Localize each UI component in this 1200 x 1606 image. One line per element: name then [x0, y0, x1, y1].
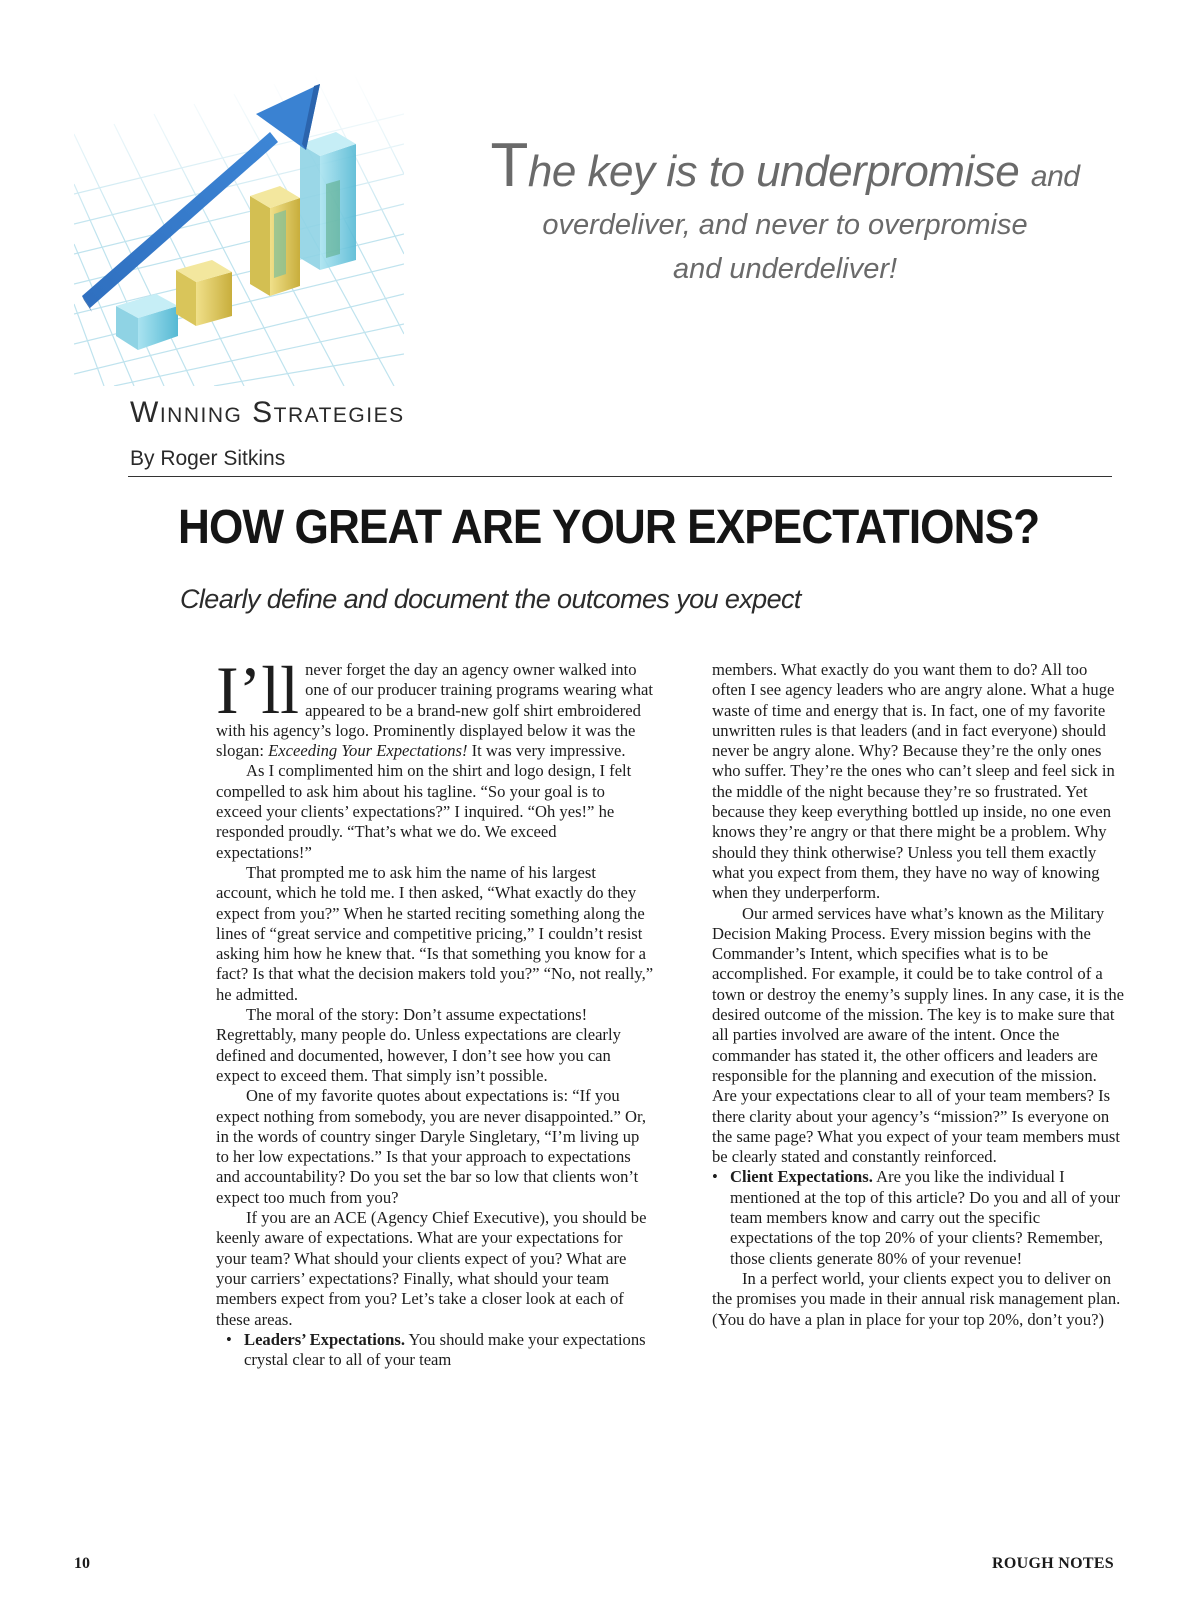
- paragraph-2: As I complimented him on the shirt and logo design, I felt compelled to ask him about his tagline. “So your goal is to exceed your clients’ expectations?” I inquired. “Oh yes!” he responded proudly. “That’s what we do. We exceed expectations!”: [216, 761, 632, 862]
- bar-3: [250, 186, 300, 296]
- page-number: 10: [74, 1555, 90, 1572]
- paragraph-1-text: never forget the day an agency owner walked into one of our producer training programs wearing what appeared to be a brand-new golf shirt embroidered with his agency’s logo. Prominently displayed below it was the slogan:: [216, 660, 653, 761]
- paragraph-r4: In a perfect world, your clients expect you to deliver on the promises you made in their annual risk management plan. (You do have a plan in place for your top 20%, don’t you?): [712, 1268, 1121, 1329]
- pull-quote-line-1: [470, 131, 1100, 203]
- slogan: Exceeding Your Expectations!: [268, 741, 468, 761]
- paragraph-1-end: It was very impressive.: [467, 741, 626, 761]
- growth-chart-illustration: [74, 74, 404, 386]
- bullet-icon: •: [712, 1167, 718, 1187]
- bar-1: [116, 294, 178, 350]
- header-divider: [128, 476, 1112, 477]
- bullet-label: Client Expectations.: [730, 1167, 873, 1187]
- section-title: Winning Strategies: [130, 396, 405, 429]
- byline: By Roger Sitkins: [130, 447, 286, 470]
- paragraph-5: One of my favorite quotes about expectations is: “If you expect nothing from somebody, you are never disappointed.” Or, in the words of country singer Daryle Singletary, “I’m living up to her low expectations.” Is that your approach to expectations and accountability? Do you set the bar so low that clients won’t expect too much from you?: [216, 1086, 647, 1207]
- paragraph-3: That prompted me to ask him the name of his largest account, which he told me. I then asked, “What exactly do they expect from you?” When he started reciting something along the lines of “great service and competitive pricing,” I couldn’t resist asking him how he knew that. “Is that something you know for a fact? Is that what the decision makers told you?” “No, not really,” he admitted.: [216, 862, 654, 1004]
- paragraph-6: If you are an ACE (Agency Chief Executive), you should be keenly aware of expectations. What are your expectations for your team? What should your clients expect of you? What are your carriers’ expectations? Finally, what should your team members expect from you? Let’s take a closer look at each of these areas.: [216, 1208, 647, 1329]
- bullet-icon: •: [226, 1329, 232, 1349]
- paragraph-4: The moral of the story: Don’t assume expectations! Regrettably, many people do. Unless expectations are clearly defined and documented, however, I don’t see how you can expect to exceed them. That simply isn’t possible.: [216, 1005, 621, 1085]
- pull-quote-initial-cap: T: [490, 131, 528, 200]
- growth-arrow-graphic: [74, 74, 404, 386]
- article-headline: HOW GREAT ARE YOUR EXPECTATIONS?: [178, 501, 1040, 554]
- pull-quote-line-2: overdeliver, and never to overpromise: [542, 209, 1028, 241]
- pull-quote: [470, 131, 1100, 291]
- paragraph-r3: Are your expectations clear to all of your team members? Is there clarity about your agency’s “mission?” Is everyone on the same page? What you expect of your team members must be clearly stated and constantly reinforced.: [712, 1086, 1120, 1167]
- bullet-text: Are you like the individual I mentioned at the top of this article? Do you and all of your team members know and carry out the specific expectations of the top 20% of your clients? Remember, those clients generate 80% of your revenue!: [730, 1167, 1120, 1268]
- article-column-left: [216, 652, 654, 1370]
- pull-quote-line-1-small: and: [1030, 160, 1080, 193]
- bar-2: [176, 260, 232, 326]
- bullet-leaders-expectations: [216, 1330, 654, 1371]
- publication-name: ROUGH NOTES: [992, 1555, 1114, 1572]
- bullet-label: Leaders’ Expectations.: [244, 1329, 406, 1349]
- bullet-text: You should make your expectations crystal clear to all of your team: [244, 1329, 646, 1370]
- pull-quote-line-3: and underdeliver!: [672, 253, 898, 285]
- drop-cap: I’ll: [216, 652, 300, 728]
- article-deck: Clearly define and document the outcomes you expect: [180, 584, 801, 614]
- article-column-right: [712, 660, 1124, 1330]
- bullet-client-expectations: [712, 1167, 1124, 1268]
- bar-4: [300, 132, 356, 270]
- paragraph-1: [216, 652, 654, 761]
- paragraph-r1: members. What exactly do you want them to do? All too often I see agency leaders who are angry alone. What a huge waste of time and energy that is. In fact, one of my favorite unwritten rules is that leaders (and in fact everyone) should never be angry alone. Why? Because they’re the only ones who suffer. They’re the ones who can’t sleep and feel sick in the middle of the night because they’re so frustrated. Yet because they keep everything bottled up inside, no one even knows they’re angry or that there might be a problem. Why should they think otherwise? Unless you tell them exactly what you expect from them, they have no way of knowing when they underperform.: [712, 660, 1115, 903]
- pull-quote-line-1-text: he key is to underpromise: [527, 147, 1020, 196]
- paragraph-r2: Our armed services have what’s known as the Military Decision Making Process. Every mission begins with the Commander’s Intent, which specifies what is to be accomplished. For example, it could be to take control of a town or destroy the enemy’s supply lines. In any case, it is the desired outcome of the mission. The key is to make sure that all parties involved are aware of the intent. Once the commander has stated it, the other officers and leaders are responsible for the planning and execution of the mission.: [712, 903, 1124, 1085]
